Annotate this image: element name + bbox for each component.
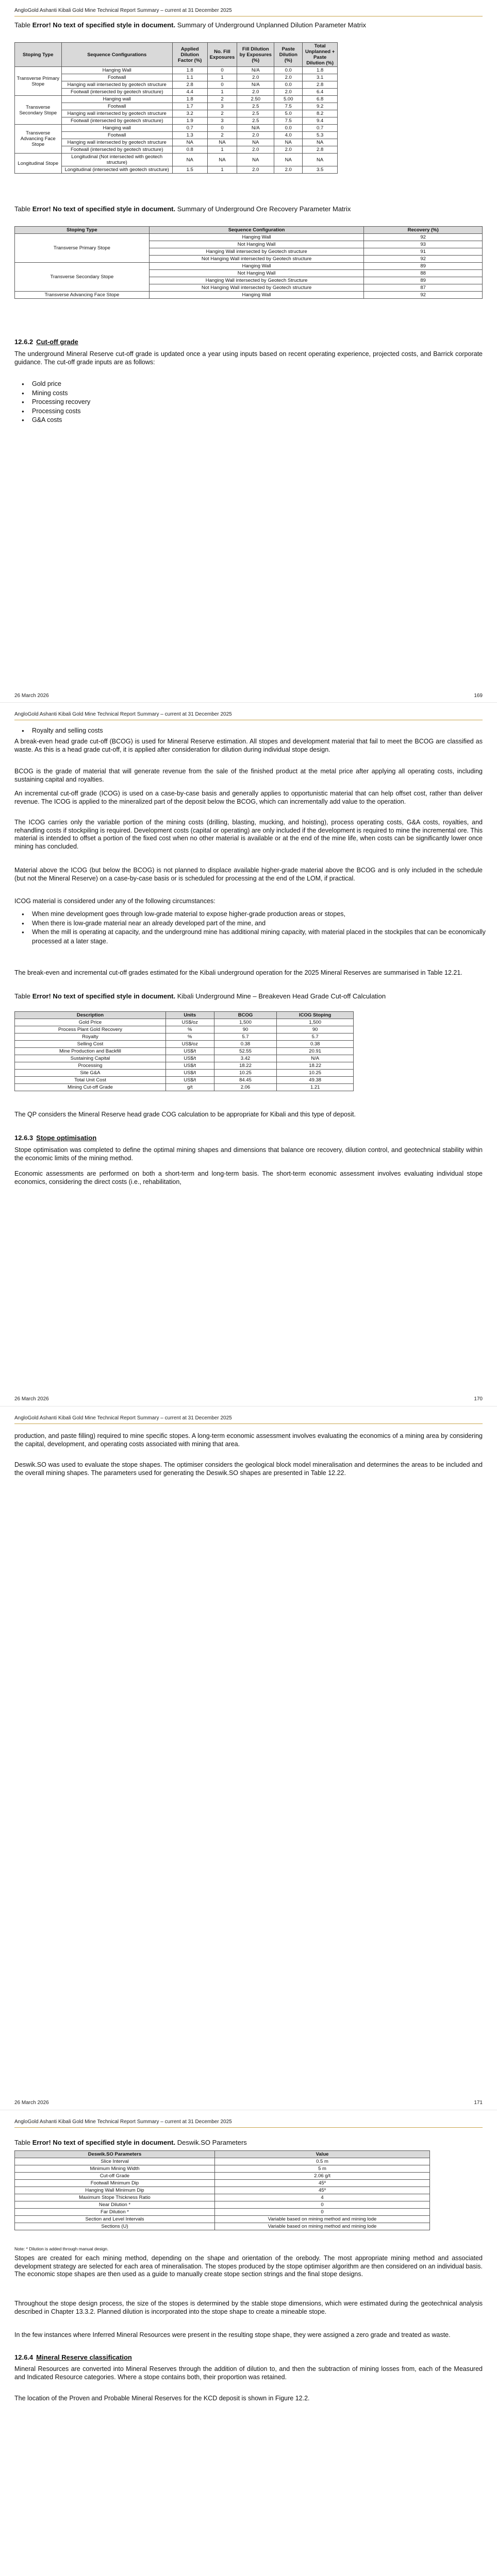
table-row xyxy=(15,96,338,103)
column-header: Paste Dilution (%) xyxy=(274,43,303,67)
table-cell: Hanging Wall xyxy=(61,67,172,74)
table-row xyxy=(15,2173,430,2180)
table-row xyxy=(15,1019,354,1026)
table-cell: Cut-off Grade xyxy=(15,2173,215,2180)
table-cell: 0.5 m xyxy=(214,2158,429,2165)
table-row xyxy=(15,110,338,117)
table-cell: 2.8 xyxy=(172,81,207,89)
table-cell: Not Hanging Wall intersected by Geotech structure xyxy=(149,256,364,263)
paragraph: BCOG is the grade of material that will generate revenue from the sale of the finished product at the metal price after applying all operating costs, including sustaining capital and royalties. xyxy=(14,768,483,783)
icog-circumstances-list xyxy=(14,910,486,946)
table-cell: 0.7 xyxy=(172,125,207,132)
table-cell: 2 xyxy=(207,132,237,139)
table-cell: 6.8 xyxy=(303,96,338,103)
paragraph: ICOG material is considered under any of the following circumstances: xyxy=(14,897,216,905)
table-row xyxy=(15,139,338,146)
stoping-type-cell: Transverse Secondary Stope xyxy=(15,96,62,125)
table-cell: 7.5 xyxy=(274,103,303,110)
page-footer: 26 March 2026 170 xyxy=(14,1396,483,1402)
table-cell: 89 xyxy=(364,263,483,270)
table-cell: 2.0 xyxy=(237,166,274,174)
table-row xyxy=(15,89,338,96)
section-heading-12-6-3: 12.6.3 Stope optimisation xyxy=(14,1134,97,1142)
table-cell: US$/t xyxy=(165,1055,214,1062)
table-cell: 90 xyxy=(277,1026,354,1033)
table-cell: 2.0 xyxy=(237,146,274,154)
table-cell: Hanging Wall intersected by Geotech Structure xyxy=(149,277,364,284)
column-header: Sequence Configurations xyxy=(61,43,172,67)
paragraph: The ICOG carries only the variable portion of the mining costs (drilling, blasting, mucking, and hoisting), process operating costs, G&A costs, royalties, and rehandling costs if stockpiling is required. Development costs (capital or operating) are only included if the development is required to mine the incremental ore. This material is intended to offset a portion of the fixed cost when no other material is available or at the end of the mine life, when costs can be significantly lower once mining has concluded. xyxy=(14,819,483,850)
page-footer: 26 March 2026 171 xyxy=(14,2100,483,2106)
table-cell: 93 xyxy=(364,241,483,248)
table-cell: Longitudinal (Not intersected with geotech structure) xyxy=(61,154,172,166)
table-cell: Footwall xyxy=(61,74,172,81)
table-cell: 1.7 xyxy=(172,103,207,110)
table-cell: Not Hanging Wall intersected by Geotech structure xyxy=(149,284,364,292)
table-cell: 3.1 xyxy=(303,74,338,81)
table-cell: Section and Level Intervals xyxy=(15,2216,215,2223)
table-row xyxy=(15,74,338,81)
page-header: AngloGold Ashanti Kibali Gold Mine Technical Report Summary – current at 31 December 2025 xyxy=(14,2119,232,2125)
table-row xyxy=(15,2158,430,2165)
table-cell: NA xyxy=(172,154,207,166)
table-cell: Hanging wall intersected by geotech structure xyxy=(61,110,172,117)
stoping-type-cell: Transverse Secondary Stope xyxy=(15,263,150,292)
table-cell: 92 xyxy=(364,256,483,263)
table-cell: 1 xyxy=(207,146,237,154)
page-169 xyxy=(0,0,497,701)
table-cell: 0.0 xyxy=(274,67,303,74)
table-row xyxy=(15,234,483,241)
paragraph: The QP considers the Mineral Reserve head grade COG calculation to be appropriate for Kibali and this type of deposit. xyxy=(14,1111,356,1118)
table-cell: 18.22 xyxy=(214,1062,277,1070)
list-item: ● When mine development goes through low-grade material to expose higher-grade production areas or stopes, xyxy=(32,910,486,919)
table-cell: Hanging Wall Minimum Dip xyxy=(15,2187,215,2194)
table-cell: 45º xyxy=(214,2180,429,2187)
table-row xyxy=(15,2180,430,2187)
page-header: AngloGold Ashanti Kibali Gold Mine Technical Report Summary – current at 31 December 2025 xyxy=(14,711,232,717)
table-cell: 5.7 xyxy=(214,1033,277,1041)
stoping-type-cell: Longitudinal Stope xyxy=(15,154,62,174)
table-cell: 2.0 xyxy=(274,146,303,154)
table-cell: 0 xyxy=(207,125,237,132)
paragraph: Deswik.SO was used to evaluate the stope shapes. The optimiser considers the geological block model mineralisation and determines the areas to be included and the overall mining shapes. The parameters used for generating the Deswik.SO shapes are presented in Table 12.22. xyxy=(14,1461,483,1477)
table-row xyxy=(15,263,483,270)
table-cell: 2.0 xyxy=(237,74,274,81)
table-cell: Mine Production and Backfill xyxy=(15,1048,166,1055)
table-cell: Mining Cut-off Grade xyxy=(15,1084,166,1091)
table-cell: Hanging Wall xyxy=(149,292,364,299)
paragraph: A break-even head grade cut-off (BCOG) is used for Mineral Reserve estimation. All stopes and development material that fail to meet the BCOG are classified as waste. As this is a head grade cut-off, it is applied after consideration for dilution during individual stope design. xyxy=(14,738,483,753)
table-row xyxy=(15,1062,354,1070)
table-cell: Footwall Minimum Dip xyxy=(15,2180,215,2187)
table-cell: 0.8 xyxy=(172,146,207,154)
table-cell: 3 xyxy=(207,117,237,125)
table-cell: 2 xyxy=(207,96,237,103)
table-cell: Minimum Mining Width xyxy=(15,2165,215,2173)
table-cell: NA xyxy=(303,139,338,146)
table-cell: Variable based on mining method and mining lode xyxy=(214,2223,429,2230)
list-item: ● Gold price xyxy=(32,380,486,389)
list-item: ● When there is low-grade material near an already developed part of the mine, and xyxy=(32,919,486,928)
table-cell: 6.4 xyxy=(303,89,338,96)
table-caption-deswik: Table Error! No text of specified style in document. Deswik.SO Parameters xyxy=(14,2139,247,2146)
table-cell: Footwall (intersected by geotech structure) xyxy=(61,117,172,125)
table-caption-bcog: Table Error! No text of specified style in document. Kibali Underground Mine – Breakeven Head Grade Cut-off Calculation xyxy=(14,992,386,1000)
paragraph: Economic assessments are performed on both a short-term and long-term basis. The short-term economic assessment involves evaluating individual stope economics, considering the direct costs (i.e., rehabilitation, xyxy=(14,1170,483,1185)
table-row xyxy=(15,2201,430,2209)
table-header-row xyxy=(15,227,483,234)
list-item: ● When the mill is operating at capacity, and the underground mine has additional mining capacity, with material placed in the stockpiles that can be economically processed at a later stage. xyxy=(32,928,486,946)
table-row xyxy=(15,1070,354,1077)
table-cell: NA xyxy=(274,139,303,146)
column-header: Stoping Type xyxy=(15,227,150,234)
column-header: Total Unplanned + Paste Dilution (%) xyxy=(303,43,338,67)
table-cell: 4 xyxy=(214,2194,429,2201)
column-header: Deswik.SO Parameters xyxy=(15,2151,215,2158)
dilution-matrix-table xyxy=(14,42,338,174)
table-cell: 1 xyxy=(207,74,237,81)
table-cell: 0 xyxy=(207,81,237,89)
table-note: Note: * Dilution is added through manual design. xyxy=(14,2246,109,2251)
table-cell: 9.4 xyxy=(303,117,338,125)
table-cell: 88 xyxy=(364,270,483,277)
table-cell: US$/t xyxy=(165,1048,214,1055)
table-cell: Far Dilution * xyxy=(15,2209,215,2216)
page-header: AngloGold Ashanti Kibali Gold Mine Technical Report Summary – current at 31 December 2025 xyxy=(14,1415,232,1421)
paragraph: The break-even and incremental cut-off grades estimated for the Kibali underground operation for the 2025 Mineral Reserves are summarised in Table 12.21. xyxy=(14,969,462,976)
column-header: ICOG Stoping xyxy=(277,1012,354,1019)
table-cell: 2.06 xyxy=(214,1084,277,1091)
page-170 xyxy=(0,704,497,1404)
table-cell: US$/t xyxy=(165,1070,214,1077)
table-cell: 9.2 xyxy=(303,103,338,110)
table-cell: 89 xyxy=(364,277,483,284)
table-header-row xyxy=(15,43,338,67)
table-row xyxy=(15,146,338,154)
table-cell: NA xyxy=(274,154,303,166)
table-cell: 2.50 xyxy=(237,96,274,103)
column-header: Recovery (%) xyxy=(364,227,483,234)
table-cell: Sections (U) xyxy=(15,2223,215,2230)
table-cell: 4.0 xyxy=(274,132,303,139)
table-caption-dilution: Table Error! No text of specified style in document. Summary of Underground Unplanned Dilution Parameter Matrix xyxy=(14,21,367,29)
paragraph: production, and paste filling) required to mine specific stopes. A long-term economic assessment involves evaluating the economics of a mining area by considering the capital, development, and operating costs associated with mining that area. xyxy=(14,1432,483,1448)
paragraph: In the few instances where Inferred Mineral Resources were present in the resulting stope shape, they were assigned a zero grade and treated as waste. xyxy=(14,2331,451,2338)
table-cell: 1,500 xyxy=(214,1019,277,1026)
column-header: Stoping Type xyxy=(15,43,62,67)
table-cell: Gold Price xyxy=(15,1019,166,1026)
table-cell: 0.0 xyxy=(274,125,303,132)
table-cell: Royalty xyxy=(15,1033,166,1041)
table-row xyxy=(15,2223,430,2230)
table-cell: 1,500 xyxy=(277,1019,354,1026)
table-cell: US$/t xyxy=(165,1062,214,1070)
column-header: Sequence Configuration xyxy=(149,227,364,234)
table-cell: 2.0 xyxy=(274,89,303,96)
table-cell: 7.5 xyxy=(274,117,303,125)
table-cell: 1.9 xyxy=(172,117,207,125)
table-cell: Footwall (intersected by geotech structure) xyxy=(61,89,172,96)
table-cell: 18.22 xyxy=(277,1062,354,1070)
table-caption-recovery: Table Error! No text of specified style in document. Summary of Underground Ore Recovery Parameter Matrix xyxy=(14,205,351,213)
table-row xyxy=(15,2187,430,2194)
table-header-row xyxy=(15,2151,430,2158)
table-cell: 2.0 xyxy=(237,89,274,96)
table-cell: 92 xyxy=(364,292,483,299)
header-rule xyxy=(14,2127,483,2128)
table-cell: 5.00 xyxy=(274,96,303,103)
table-row xyxy=(15,2165,430,2173)
table-cell: Not Hanging Wall xyxy=(149,241,364,248)
table-row xyxy=(15,2216,430,2223)
table-cell: Site G&A xyxy=(15,1070,166,1077)
table-cell: NA xyxy=(207,154,237,166)
table-cell: g/t xyxy=(165,1084,214,1091)
column-header: Value xyxy=(214,2151,429,2158)
page-separator xyxy=(0,702,497,703)
paragraph: Stope optimisation was completed to define the optimal mining shapes and dimensions that balance ore recovery, dilution control, and geotechnical stability within the economic limits of the mining method. xyxy=(14,1146,483,1162)
table-cell: Hanging wall xyxy=(61,125,172,132)
paragraph: Material above the ICOG (but below the BCOG) is not planned to displace available higher-grade material above the BCOG and is only included in the schedule (but not the Mineral Reserve) on a case-by-case basis or is scheduled for processing at the end of the LOM, if practical. xyxy=(14,867,483,882)
table-cell: NA xyxy=(237,139,274,146)
stoping-type-cell: Transverse Advancing Face Stope xyxy=(15,125,62,154)
table-cell: US$/oz xyxy=(165,1041,214,1048)
cutoff-inputs-list xyxy=(14,380,486,425)
table-row xyxy=(15,117,338,125)
table-row xyxy=(15,2209,430,2216)
table-cell: 2.0 xyxy=(237,132,274,139)
table-header-row xyxy=(15,1012,354,1019)
table-cell: Variable based on mining method and mining lode xyxy=(214,2216,429,2223)
table-cell: Hanging wall xyxy=(61,96,172,103)
table-cell: 0.7 xyxy=(303,125,338,132)
paragraph: Throughout the stope design process, the size of the stopes is determined by the stable stope dimensions, which were estimated during the geotechnical analysis described in Chapter 13.3.2. Planned dilution is incorporated into the stope shape to create a mineable stope. xyxy=(14,2300,483,2315)
table-cell: Processing xyxy=(15,1062,166,1070)
table-cell: Process Plant Gold Recovery xyxy=(15,1026,166,1033)
column-header: Fill Dilution by Exposures (%) xyxy=(237,43,274,67)
table-cell: Hanging Wall xyxy=(149,234,364,241)
bcog-calculation-table xyxy=(14,1011,354,1091)
table-row xyxy=(15,1041,354,1048)
table-row xyxy=(15,1048,354,1055)
table-cell: 1.8 xyxy=(303,67,338,74)
table-cell: NA xyxy=(303,154,338,166)
table-cell: 2.5 xyxy=(237,110,274,117)
table-cell: 2.0 xyxy=(274,166,303,174)
table-cell: 1.3 xyxy=(172,132,207,139)
table-cell: N/A xyxy=(237,125,274,132)
stoping-type-cell: Transverse Advancing Face Stope xyxy=(15,292,150,299)
table-row xyxy=(15,67,338,74)
table-cell: N/A xyxy=(277,1055,354,1062)
page-172 xyxy=(0,2111,497,2576)
table-cell: 1.5 xyxy=(172,166,207,174)
table-cell: US$/t xyxy=(165,1077,214,1084)
table-cell: 10.25 xyxy=(277,1070,354,1077)
table-cell: 84.45 xyxy=(214,1077,277,1084)
table-row xyxy=(15,81,338,89)
table-cell: 3.2 xyxy=(172,110,207,117)
table-cell: 45º xyxy=(214,2187,429,2194)
table-cell: Sustaining Capital xyxy=(15,1055,166,1062)
table-cell: 3 xyxy=(207,103,237,110)
table-cell: 2.0 xyxy=(274,74,303,81)
section-heading-12-6-2: 12.6.2 Cut-off grade xyxy=(14,338,78,346)
table-cell: N/A xyxy=(237,67,274,74)
table-row xyxy=(15,1055,354,1062)
table-cell: Total Unit Cost xyxy=(15,1077,166,1084)
table-cell: 0.38 xyxy=(214,1041,277,1048)
table-cell: NA xyxy=(237,154,274,166)
table-cell: 1 xyxy=(207,166,237,174)
table-cell: Hanging wall intersected by geotech structure xyxy=(61,81,172,89)
table-cell: 10.25 xyxy=(214,1070,277,1077)
column-header: Description xyxy=(15,1012,166,1019)
table-cell: Maximum Stope Thickness Ratio xyxy=(15,2194,215,2201)
table-row xyxy=(15,125,338,132)
stoping-type-cell: Transverse Primary Stope xyxy=(15,67,62,96)
table-cell: Not Hanging Wall xyxy=(149,270,364,277)
section-heading-12-6-4: 12.6.4 Mineral Reserve classification xyxy=(14,2353,132,2361)
table-cell: NA xyxy=(172,139,207,146)
table-cell: N/A xyxy=(237,81,274,89)
column-header: Applied Dilution Factor (%) xyxy=(172,43,207,67)
table-row xyxy=(15,1033,354,1041)
table-cell: 5 m xyxy=(214,2165,429,2173)
list-item: ● G&A costs xyxy=(32,416,486,425)
column-header: No. Fill Exposures xyxy=(207,43,237,67)
column-header: Units xyxy=(165,1012,214,1019)
page-footer: 26 March 2026 169 xyxy=(14,693,483,699)
paragraph: Mineral Resources are converted into Mineral Reserves through the addition of dilution to, and then the subtraction of mining losses from, each of the Measured and Indicated Resource categories. Where a stope contains both, their proportion was retained. xyxy=(14,2365,483,2381)
table-row xyxy=(15,1026,354,1033)
table-row xyxy=(15,154,338,166)
table-cell: 3.5 xyxy=(303,166,338,174)
table-cell: Hanging Wall intersected by Geotech structure xyxy=(149,248,364,256)
table-cell: 2.06 g/t xyxy=(214,2173,429,2180)
table-cell: 2 xyxy=(207,110,237,117)
table-cell: Longitudinal (intersected with geotech structure) xyxy=(61,166,172,174)
table-cell: 1.21 xyxy=(277,1084,354,1091)
table-cell: % xyxy=(165,1026,214,1033)
table-cell: 2.8 xyxy=(303,81,338,89)
table-cell: 3.42 xyxy=(214,1055,277,1062)
paragraph: Stopes are created for each mining method, depending on the shape and orientation of the orebody. The most appropriate mining method and associated development strategy are selected for each area of mineralisation. The stopes produced by the stope optimiser algorithm are then considered on an individual basis. The economic stope shapes are then used as a guide to manually create stope section strings and the final stope designs. xyxy=(14,2255,483,2278)
table-cell: 20.91 xyxy=(277,1048,354,1055)
deswik-parameters-table xyxy=(14,2150,430,2230)
table-cell: Footwall xyxy=(61,103,172,110)
paragraph: The underground Mineral Reserve cut-off grade is updated once a year using inputs based on recent operating experience, projected costs, and Barrick corporate guidance. The cut-off grade inputs are as follows: xyxy=(14,350,483,366)
paragraph: An incremental cut-off grade (ICOG) is used on a case-by-case basis and generally applies to opportunistic material that can help offset cost, rather than deliver revenue. The ICOG is applied to the mineralized part of the deposit below the BCOG, which can incrementally add value to the operation. xyxy=(14,790,483,805)
table-cell: Hanging Wall xyxy=(149,263,364,270)
table-cell: 0 xyxy=(207,67,237,74)
table-cell: 90 xyxy=(214,1026,277,1033)
table-cell: 49.38 xyxy=(277,1077,354,1084)
table-cell: 1 xyxy=(207,89,237,96)
table-cell: 2.8 xyxy=(303,146,338,154)
page-171 xyxy=(0,1408,497,2108)
table-cell: 1.8 xyxy=(172,67,207,74)
recovery-matrix-table xyxy=(14,226,483,299)
table-cell: 5.3 xyxy=(303,132,338,139)
table-row xyxy=(15,166,338,174)
table-row xyxy=(15,1077,354,1084)
table-cell: Near Dilution * xyxy=(15,2201,215,2209)
list-item: ● Mining costs xyxy=(32,389,486,398)
table-row xyxy=(15,103,338,110)
table-cell: 2.5 xyxy=(237,117,274,125)
table-row xyxy=(15,1084,354,1091)
table-cell: 0 xyxy=(214,2201,429,2209)
cutoff-inputs-list-continued xyxy=(14,726,486,736)
table-cell: Footwall xyxy=(61,132,172,139)
table-cell: 8.2 xyxy=(303,110,338,117)
stoping-type-cell: Transverse Primary Stope xyxy=(15,234,150,263)
table-cell: 4.4 xyxy=(172,89,207,96)
header-rule xyxy=(14,1423,483,1424)
table-cell: 87 xyxy=(364,284,483,292)
table-cell: 0 xyxy=(214,2209,429,2216)
list-item: ● Processing recovery xyxy=(32,398,486,407)
table-cell: Footwall (intersected by geotech structure) xyxy=(61,146,172,154)
table-cell: 1.8 xyxy=(172,96,207,103)
list-item: ● Royalty and selling costs xyxy=(32,726,486,736)
table-cell: 1.1 xyxy=(172,74,207,81)
table-cell: 0.38 xyxy=(277,1041,354,1048)
table-cell: 52.55 xyxy=(214,1048,277,1055)
table-cell: % xyxy=(165,1033,214,1041)
table-cell: NA xyxy=(207,139,237,146)
table-cell: 5.0 xyxy=(274,110,303,117)
table-row xyxy=(15,132,338,139)
table-cell: US$/oz xyxy=(165,1019,214,1026)
table-row xyxy=(15,292,483,299)
table-row xyxy=(15,2194,430,2201)
table-cell: 2.5 xyxy=(237,103,274,110)
table-cell: 5.7 xyxy=(277,1033,354,1041)
table-cell: 0.0 xyxy=(274,81,303,89)
list-item: ● Processing costs xyxy=(32,407,486,416)
paragraph: The location of the Proven and Probable Mineral Reserves for the KCD deposit is shown in Figure 12.2. xyxy=(14,2395,310,2402)
table-cell: Selling Cost xyxy=(15,1041,166,1048)
page-header: AngloGold Ashanti Kibali Gold Mine Technical Report Summary – current at 31 December 2025 xyxy=(14,8,232,13)
table-cell: 92 xyxy=(364,234,483,241)
table-cell: 91 xyxy=(364,248,483,256)
table-cell: Slice Interval xyxy=(15,2158,215,2165)
table-cell: Hanging wall intersected by geotech structure xyxy=(61,139,172,146)
column-header: BCOG xyxy=(214,1012,277,1019)
